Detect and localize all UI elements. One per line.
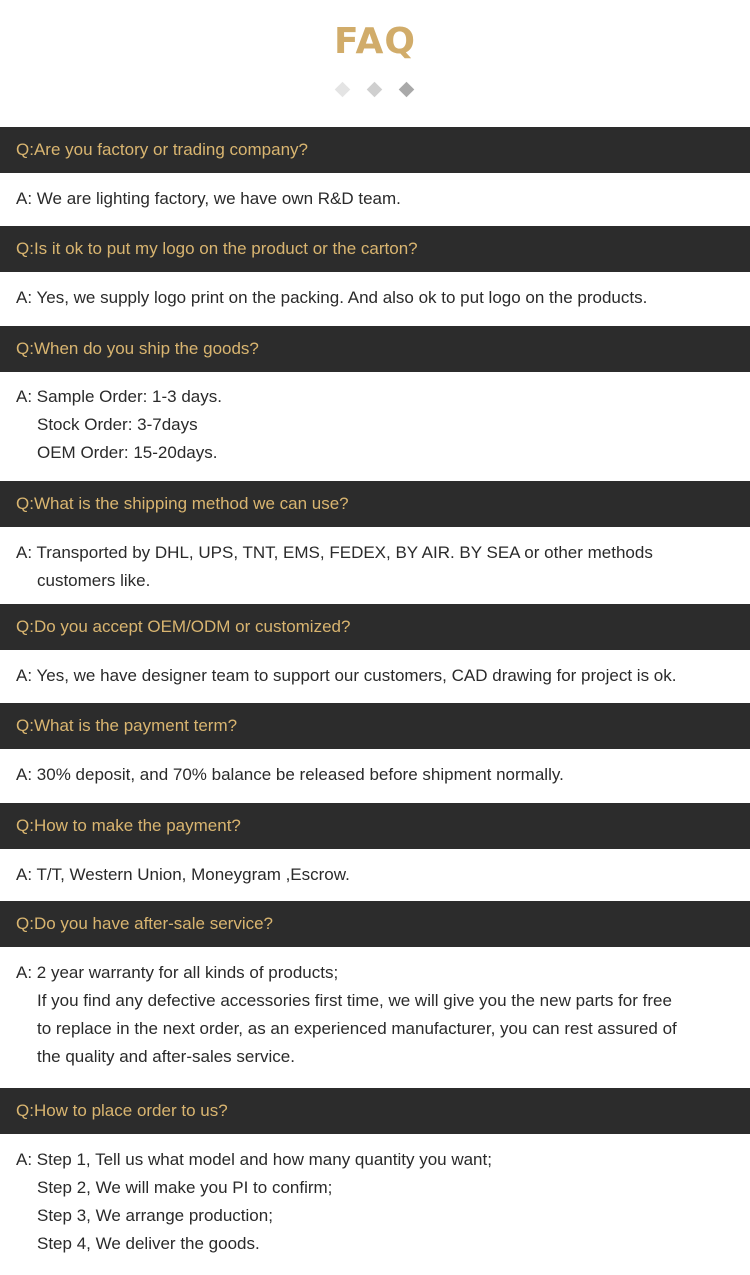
faq-answer-line: to replace in the next order, as an experienced manufacturer, you can rest assured of <box>37 1019 677 1038</box>
diamond-icon <box>399 82 415 98</box>
faq-answer-line: A: Sample Order: 1-3 days. <box>16 387 222 406</box>
faq-answer-line: Stock Order: 3-7days <box>37 415 198 434</box>
faq-question: Q:Do you accept OEM/ODM or customized? <box>0 604 750 650</box>
faq-answer-line: the quality and after-sales service. <box>37 1047 295 1066</box>
faq-header <box>0 0 750 127</box>
faq-answer <box>16 761 736 789</box>
faq-answer-line: Step 2, We will make you PI to confirm; <box>37 1178 333 1197</box>
diamond-icon <box>367 82 383 98</box>
faq-answer-line: A: 2 year warranty for all kinds of products; <box>16 963 339 982</box>
faq-answer-line: Step 3, We arrange production; <box>37 1206 273 1225</box>
faq-question: Q:What is the payment term? <box>0 703 750 749</box>
faq-question: Q:When do you ship the goods? <box>0 326 750 372</box>
faq-answer <box>16 662 736 690</box>
faq-answer-line: A: Yes, we have designer team to support our customers, CAD drawing for project is ok. <box>16 666 677 685</box>
faq-answer-line: customers like. <box>37 571 151 590</box>
diamond-icon <box>335 82 351 98</box>
faq-answer <box>16 383 736 467</box>
faq-answer <box>16 185 736 213</box>
faq-answer <box>16 1146 736 1258</box>
faq-question: Q:How to make the payment? <box>0 803 750 849</box>
faq-answer-line: A: T/T, Western Union, Moneygram ,Escrow. <box>16 865 350 884</box>
faq-answer-line: If you find any defective accessories first time, we will give you the new parts for free <box>37 991 672 1010</box>
faq-answer-line: A: Step 1, Tell us what model and how many quantity you want; <box>16 1150 492 1169</box>
faq-answer-line: OEM Order: 15-20days. <box>37 443 218 462</box>
faq-answer <box>16 861 736 889</box>
faq-question: Q:How to place order to us? <box>0 1088 750 1134</box>
faq-answer <box>16 539 736 595</box>
faq-answer-line: Step 4, We deliver the goods. <box>37 1234 260 1253</box>
faq-question: Q:Do you have after-sale service? <box>0 901 750 947</box>
faq-answer-line: A: Transported by DHL, UPS, TNT, EMS, FEDEX, BY AIR. BY SEA or other methods <box>16 543 653 562</box>
faq-answer-line: A: 30% deposit, and 70% balance be released before shipment normally. <box>16 765 564 784</box>
faq-answer-line: A: Yes, we supply logo print on the packing. And also ok to put logo on the products. <box>16 288 648 307</box>
faq-answer <box>16 959 736 1071</box>
faq-question: Q:Is it ok to put my logo on the product or the carton? <box>0 226 750 272</box>
faq-question: Q:Are you factory or trading company? <box>0 127 750 173</box>
faq-answer-line: A: We are lighting factory, we have own R&D team. <box>16 189 401 208</box>
faq-question: Q:What is the shipping method we can use? <box>0 481 750 527</box>
title-ornament <box>0 84 750 98</box>
faq-answer <box>16 284 736 312</box>
page-title: FAQ <box>334 21 416 62</box>
